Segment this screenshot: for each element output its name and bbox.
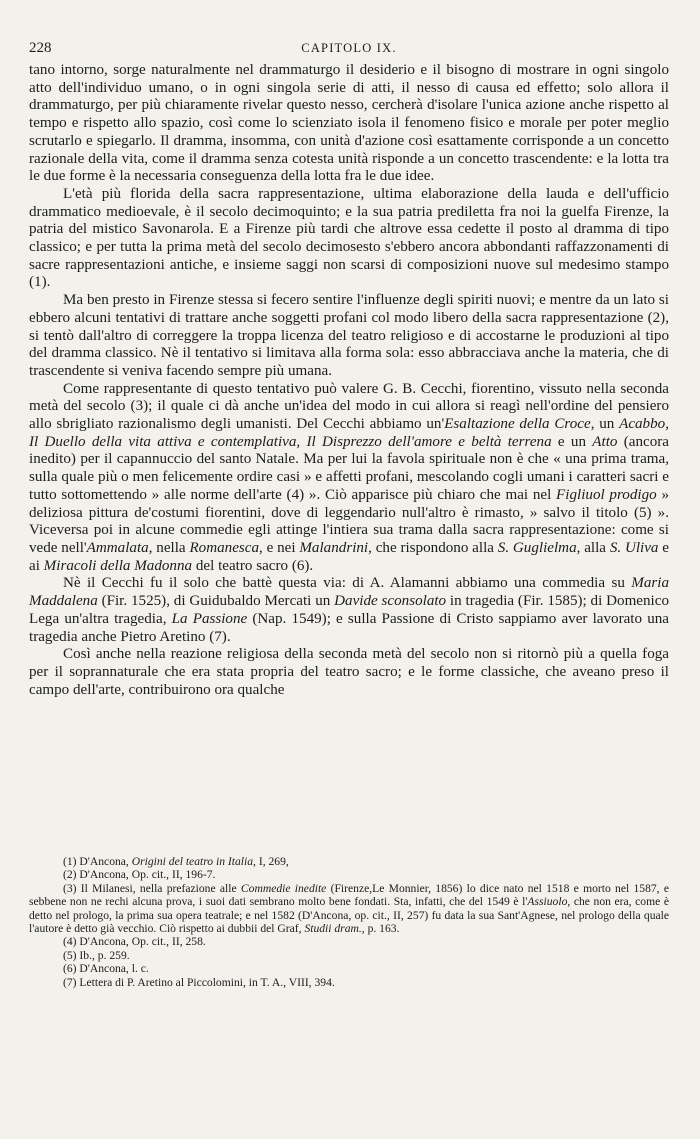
text-run: Come rappresentante di questo tentativo può valere G. B. Cecchi, fiorentino, vissuto nella seconda metà del secolo (3); il quale ci dà anche un'idea del modo in cui allora si reagì nell'ordine del pensiero allo sbrigliato razionalismo degli umanisti. Del Cecchi abbiamo un' — [29, 380, 669, 433]
text-run: , e nei — [259, 539, 300, 556]
text-run: (1) D'Ancona, — [63, 855, 132, 868]
text-run: (3) Il Milanesi, nella prefazione alle — [63, 881, 241, 895]
paragraph-reazione: Così anche nella reazione religiosa della seconda metà del secolo non si ritornò più a quella foga per il soprannaturale che era stata propria del teatro sacro; e le forme classiche, che aveano preso il campo dell'arte, contribuirono ora qualche — [29, 646, 669, 698]
work-title: Ammalata — [86, 539, 149, 556]
text-run: , che rispondono alla — [368, 539, 498, 556]
text-run: del teatro sacro (6). — [192, 557, 314, 574]
text-run: (Fir. 1525), di Guidubaldo Mercati un — [97, 593, 335, 610]
paragraph-sacra-rappresentazione: L'età più florida della sacra rappresentazione, ultima elaborazione della lauda e dell'ufficio drammatico medioevale, è il secolo decimoquinto; e la sua patria prediletta fra noi la guelfa Firenze, la patria del mistico Savonarola. E a Firenze più tardi che altrove essa cedette il posto al dramma di tipo classico; e per tutta la prima metà del secolo decimosesto s'ebbero ancora abbondanti raffazzonamenti di sacre rappresentazioni antiche, e insieme saggi non scarsi di composizioni nuove sul medesimo stampo (1). — [29, 185, 669, 291]
text-run: Nè il Cecchi fu il solo che battè questa via: di A. Alamanni abbiamo una commedia su — [63, 575, 632, 592]
work-title: Maria Maddalena — [29, 575, 669, 610]
work-title: Miracoli della Madonna — [43, 557, 193, 574]
footnote-4: (4) D'Ancona, Op. cit., II, 258. — [63, 935, 206, 949]
work-title: Acabbo, Il Duello della vita attiva e contemplativa, Il Disprezzo dell'amore e beltà terrena — [29, 416, 669, 450]
text-run: , p. 163. — [361, 922, 400, 936]
paragraph-altri-autori — [29, 575, 669, 646]
text-run: , alla — [576, 539, 610, 556]
text-run: , I, 269, — [253, 855, 289, 868]
work-title: Figliuol prodigo — [556, 486, 657, 503]
work-title: Romanesca — [189, 539, 260, 556]
text-run: , nella — [148, 539, 190, 556]
work-title: Atto — [592, 433, 618, 450]
footnote-6: (6) D'Ancona, l. c. — [63, 962, 149, 976]
footnote-3 — [29, 882, 669, 936]
paragraph-influenze: Ma ben presto in Firenze stessa si fecero sentire l'influenze degli spiriti nuovi; e mentre da un lato si ebbero alcuni tentativi di trattare anche soggetti profani col modo libero della sacra rappresentazione (2), si tentò dall'altro di correggere la troppa licenza del teatro religioso e di accostarne le produzioni al tipo del dramma classico. Nè il tentativo si limitava alla forma sola: esso abbracciava anche la materia, che di trascendente si veniva facendo sempre più umana. — [29, 292, 669, 379]
work-title: Malandrini — [299, 539, 369, 556]
footnote-7: (7) Lettera di P. Aretino al Piccolomini, in T. A., VIII, 394. — [63, 975, 335, 989]
work-title: Davide sconsolato — [334, 593, 447, 610]
footnotes — [29, 855, 669, 989]
text-run: » deliziosa pittura de'costumi fiorentini, dove di leggendario null'altro è rimasto, » salvo il titolo (5) ». Viceversa poi in alcune commedie egli attinge l'intiera sua trama dalla sacra rappresentazione: come si vede nell' — [29, 486, 669, 556]
text-run: in tragedia (Fir. 1585); di Domenico Lega un'altra tragedia, — [29, 593, 669, 627]
work-title: Esaltazione della Croce — [444, 416, 591, 433]
text-run: , un — [590, 416, 620, 433]
running-head: CAPITOLO IX. — [301, 41, 397, 55]
text-run: , che non era, come è detto nel prologo, la prima sua opera teatrale; e nel 1582 (D'Ancona, op. cit., II, 257) fu data la sua Sant'Agnese, nel prologo della quale l'autore è detto già vecchio. Ciò rispetto ai dubbii del Graf, — [29, 895, 669, 936]
text-run: e ai — [29, 539, 669, 574]
work-title: Origini del teatro in Italia — [131, 855, 254, 868]
work-title: S. Guglielma — [497, 539, 577, 556]
text-run: e un — [551, 433, 593, 450]
work-title: Assiuolo — [527, 895, 568, 909]
paragraph-cecchi — [29, 381, 669, 576]
footnote-1 — [29, 855, 669, 868]
text-run: (Nap. 1549); e sulla Passione di Cristo sappiamo aver lavorato una tragedia anche Pietro Aretino (7). — [29, 610, 669, 645]
footnote-5: (5) Ib., p. 259. — [63, 948, 130, 962]
work-title: S. Uliva — [609, 539, 659, 556]
main-text — [29, 62, 669, 699]
work-title: La Passione — [171, 610, 248, 627]
page-number: 228 — [29, 40, 52, 56]
text-run: (ancora inedito) per il capannuccio del santo Natale. Ma per lui la favola spirituale non è che « una prima trama, sulla quale più o men felicemente ordire casi » e affetti profani, mescolando cogli umani i caratteri sacri e tutto sottomettendo » alle norme dell'arte (4) ». Ciò apparisce più chiaro che mai nel — [29, 433, 669, 503]
page-header — [29, 40, 669, 60]
text-run: (Firenze,Le Monnier, 1856) lo dice nato nel 1518 e morto nel 1587, e sebbene non ne rechi alcuna prova, i suoi dati sembrano molto bene fondati. Sta, infatti, che del 1549 è l' — [29, 881, 669, 909]
paragraph-continued: tano intorno, sorge naturalmente nel drammaturgo il desiderio e il bisogno di mostrare in ogni singolo atto dell'individuo umano, o in ogni singola serie di atti, il nesso di causa ed effetto; solo allora il drammaturgo, per più chiaramente rivelar questo nesso, cercherà d'isolare l'unica azione anche rispetto al tempo e rispetto allo spazio, così come lo scienziato isola il fenomeno fisico e morale per poter meglio scrutarlo e spiegarlo. Il dramma, insomma, con unità d'azione così esattamente corrisponde a un concetto razionale della vita, come il dramma senza cotesta unità risponde a un concetto trascendente: e la lotta tra le due forme è la necessaria conseguenza della lotta fra le due idee. — [29, 62, 669, 185]
footnote-2: (2) D'Ancona, Op. cit., II, 196-7. — [63, 868, 216, 882]
work-title: Studii dram. — [304, 922, 362, 936]
work-title: Commedie inedite — [240, 881, 327, 895]
